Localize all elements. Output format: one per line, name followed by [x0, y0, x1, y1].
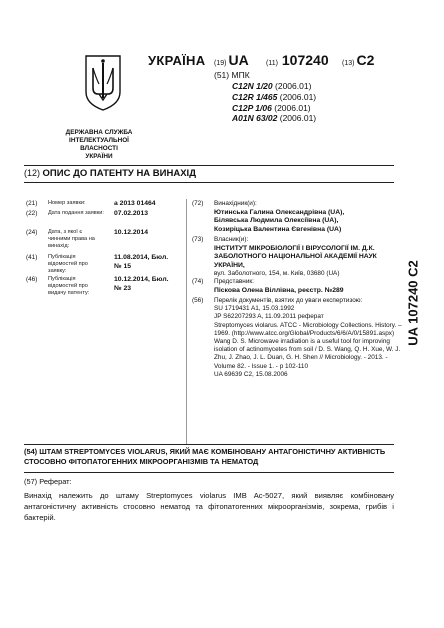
agency-line: ВЛАСНОСТІ — [80, 145, 118, 152]
field-label: Публікація відомостей про видачу патенту: — [48, 276, 90, 297]
field-label: Представник: — [214, 278, 254, 285]
country-code-value: UA — [228, 52, 249, 68]
inventor-name: Білявська Людмила Олексіївна (UA), — [214, 217, 339, 225]
patent-kind-value: C2 — [356, 52, 375, 68]
field-number: (11) — [266, 60, 278, 67]
divider — [24, 472, 394, 473]
ipc-code: C12N 1/20 — [232, 81, 273, 91]
field-value: 10.12.2014 — [114, 229, 149, 236]
divider — [24, 182, 394, 183]
document-title — [24, 168, 196, 179]
field-value: 11.08.2014, Бюл.№ 15 — [114, 254, 169, 270]
ipc-code: C12R 1/465 — [232, 91, 278, 102]
mpk-label: МПК — [231, 70, 250, 80]
field-label: Винахідник(и): — [214, 200, 257, 207]
ipc-code: C12P 1/06 — [232, 102, 272, 113]
divider — [24, 444, 394, 445]
representative-name: Піскова Олена Віллівна, реєстр. №289 — [214, 286, 344, 294]
field-number: (74) — [192, 278, 204, 285]
ipc-date: (2006.01) — [279, 113, 317, 124]
field-number: (51) — [214, 70, 230, 80]
divider — [24, 165, 394, 166]
field-number: (24) — [26, 229, 38, 236]
owner-address: вул. Заболотного, 154, м. Київ, 03680 (UA) — [214, 270, 340, 278]
invention-title-text: ШТАМ STREPTOMYCES VIOLARUS, ЯКИЙ МАЄ КОМБІНОВАНУ АНТАГОНІСТИЧНУ АКТИВНІСТЬ СТОСОВНО ФІТОПАТОГЕННИХ МІКРООРГАНІЗМІВ ТА НЕМАТОД — [24, 447, 386, 466]
reference-item: UA 69639 C2, 15.08.2006 — [214, 370, 288, 378]
field-number: (41) — [26, 254, 38, 261]
field-value: 07.02.2013 — [114, 210, 149, 217]
ipc-code-row — [232, 113, 316, 124]
abstract-text: Винахід належить до штаму Streptomyces violarus IMB Ac-5027, який виявляє комбіновану антагоністичну активність стосовно нематод та фітопатогенних мікроорганізмів, зокрема, грибів і бактерій. — [24, 491, 394, 523]
field-value: a 2013 01464 — [114, 200, 156, 207]
field-label: Дата подання заявки: — [48, 210, 104, 216]
patent-kind — [342, 52, 374, 68]
ipc-code-list — [232, 81, 316, 124]
ipc-date: (2006.01) — [274, 102, 311, 113]
side-patent-id — [404, 260, 422, 346]
field-number: (57) — [24, 477, 38, 486]
field-number: (12) — [24, 168, 41, 178]
patent-number — [266, 52, 329, 68]
country-code — [214, 52, 249, 68]
field-label: Власник(и): — [214, 236, 249, 243]
ipc-date: (2006.01) — [279, 91, 317, 102]
reference-item: JP S62207293 A, 11.09.2011 реферат — [214, 313, 324, 321]
reference-item: Wang D. S. Microwave irradiation is a useful tool for improving isolation of actinomycetes from soil / D. S. Wang, Q. H. Xue, W. J. Zhu, J. Zhao, J. L. Duan, G. H. Shen // Microbiology. - 2013. - Volume 82. - Issue 1. - p 102-110 — [214, 338, 401, 370]
agency-line: ДЕРЖАВНА СЛУЖБА — [65, 129, 133, 136]
patent-number-value: 107240 — [281, 52, 329, 68]
field-number: (46) — [26, 276, 38, 283]
invention-title — [24, 447, 394, 466]
field-number: (56) — [192, 297, 204, 304]
agency-line: ІНТЕЛЕКТУАЛЬНОЇ — [69, 137, 129, 144]
reference-item: SU 1719431 A1, 15.03.1992 — [214, 305, 295, 313]
field-number: (73) — [192, 236, 204, 243]
side-patent-id-text: UA 107240 C2 — [405, 260, 421, 346]
ipc-code-row — [232, 81, 316, 92]
field-label: Публікація відомостей про заявку: — [48, 254, 88, 275]
field-number: (54) — [24, 447, 38, 456]
ipc-date: (2006.01) — [275, 81, 312, 91]
document-title-text: ОПИС ДО ПАТЕНТУ НА ВИНАХІД — [42, 168, 196, 179]
inventor-name: Ютинська Галина Олександрівна (UA), — [214, 208, 345, 216]
field-label: Дата, з якої є чинними права на винахід: — [48, 229, 95, 250]
agency-line: УКРАЇНИ — [85, 153, 113, 160]
field-number: (13) — [342, 60, 355, 67]
ipc-code-row — [232, 103, 316, 114]
field-number: (21) — [26, 200, 38, 207]
inventor-name: Козиріцька Валентина Євгенівна (UA) — [214, 225, 342, 233]
abstract-heading — [24, 477, 72, 486]
field-number: (72) — [192, 200, 204, 207]
reference-item: Streptomyces violarus. ATCC - Microbiology Collections. History. – 1969. (http://www.atcc.org/Global/Products/6/6/A/0/15891.aspx) — [214, 321, 402, 337]
ipc-code-row — [232, 92, 316, 103]
ipc-code: A01N 63/02 — [232, 113, 278, 124]
field-label: Номер заявки: — [48, 200, 86, 206]
field-value: 10.12.2014, Бюл.№ 23 — [114, 276, 169, 292]
abstract-label: Реферат: — [39, 477, 72, 486]
mpk-heading — [214, 70, 250, 80]
owner-name: ІНСТИТУТ МІКРОБІОЛОГІЇ І ВІРУСОЛОГІЇ ІМ. Д.К. ЗАБОЛОТНОГО НАЦІОНАЛЬНОЇ АКАДЕМІЇ НАУК УКРАЇНИ, — [214, 244, 377, 269]
column-divider — [186, 199, 187, 445]
coat-of-arms-icon — [84, 54, 122, 112]
agency-name — [30, 129, 168, 161]
field-number: (19) — [214, 60, 227, 67]
field-label: Перелік документів, взятих до уваги експертизою: — [214, 297, 363, 304]
field-number: (22) — [26, 210, 38, 217]
country-name: УКРАЇНА — [148, 53, 206, 68]
